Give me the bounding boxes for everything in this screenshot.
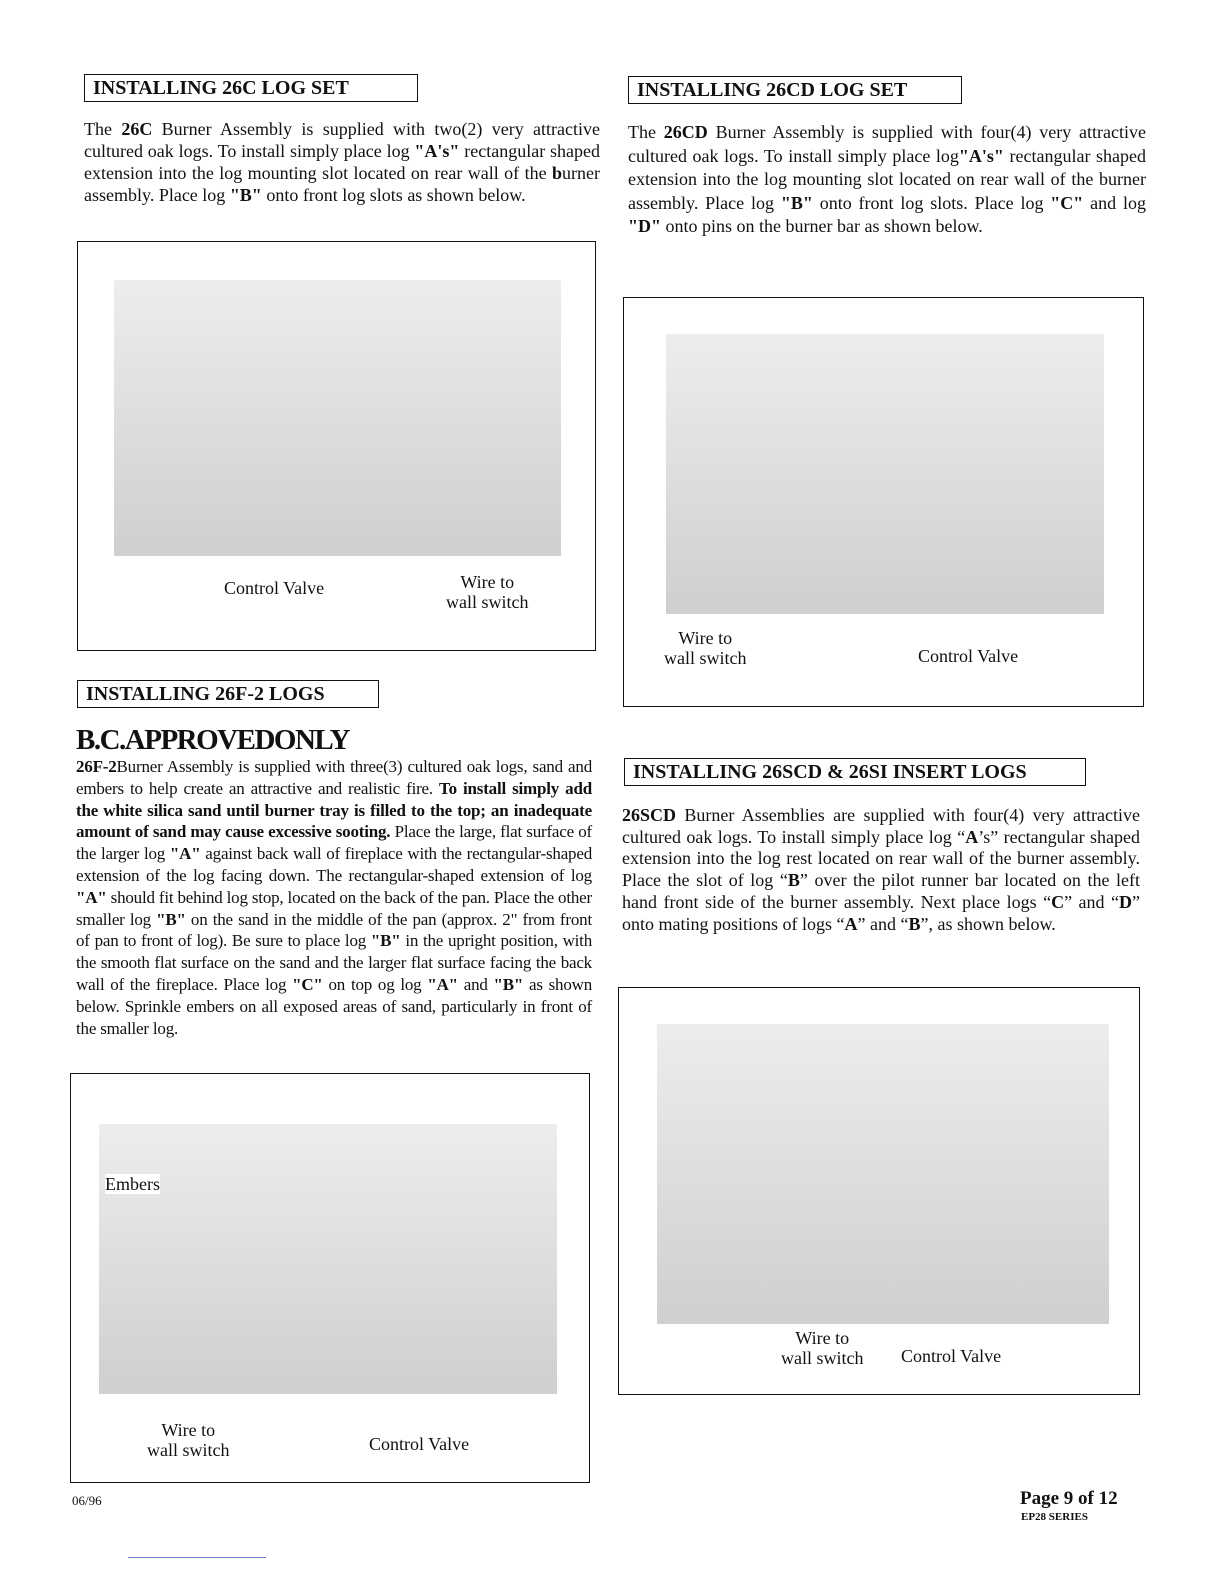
- label-wire-to-wall-switch: Wire to wall switch: [147, 1420, 230, 1460]
- label-control-valve: Control Valve: [369, 1434, 470, 1454]
- figure-26c: [77, 241, 596, 651]
- footer-series: EP28 SERIES: [1021, 1511, 1088, 1523]
- label-embers: Embers: [105, 1174, 160, 1194]
- figure-26scd: [618, 987, 1140, 1395]
- figure-26c-photo-area: [114, 280, 561, 556]
- figure-26cd: [623, 297, 1144, 707]
- footer-date: 06/96: [72, 1493, 102, 1508]
- label-control-valve: Control Valve: [224, 578, 325, 598]
- figure-26f2-photo-area: [99, 1124, 557, 1394]
- paragraph-26c: The 26C Burner Assembly is supplied with two(2) very attractive cultured oak logs. To install simply place log "A's" rectangular shaped extension into the log mounting slot located on rear wall of the burner assembly. Place log "B" onto front log slots as shown below.: [84, 119, 600, 205]
- figure-26scd-photo-area: [657, 1024, 1109, 1324]
- paragraph-26f2: 26F-2Burner Assembly is supplied with three(3) cultured oak logs, sand and embers to help create an attractive and realistic fire. To install simply add the white silica sand until burner tray is filled to the top; an inadequate amount of sand may cause excessive sooting. Place the large, flat surface of the larger log "A" against back wall of fireplace with the rectangular-shaped extension of the log facing down. The rectangular-shaped extension of log "A" should fit behind log stop, located on the back of the pan. Place the other smaller log "B" on the sand in the middle of the pan (approx. 2" from front of pan to front of log). Be sure to place log "B" in the upright position, with the smooth flat surface on the sand and the larger flat surface facing the back wall of the fireplace. Place log "C" on top og log "A" and "B" as shown below. Sprinkle embers on all exposed areas of sand, particularly in front of the smaller log.: [76, 757, 592, 1038]
- figure-26cd-photo-area: [666, 334, 1104, 614]
- heading-26f2: INSTALLING 26F-2 LOGS: [77, 680, 379, 708]
- label-control-valve: Control Valve: [918, 646, 1019, 666]
- label-control-valve: Control Valve: [901, 1346, 1002, 1366]
- label-wire-to-wall-switch: Wire to wall switch: [664, 628, 747, 668]
- heading-26cd: INSTALLING 26CD LOG SET: [628, 76, 962, 104]
- paragraph-26scd: 26SCD Burner Assemblies are supplied with four(4) very attractive cultured oak logs. To install simply place log “A’s” rectangular shaped extension into the log rest located on rear wall of the burner assembly. Place the slot of log “B” over the pilot runner bar located on the left hand front side of the burner assembly. Next place logs “C” and “D” onto mating positions of logs “A” and “B”, as shown below.: [622, 805, 1140, 934]
- bottom-rule: [128, 1557, 266, 1558]
- label-wire-to-wall-switch: Wire to wall switch: [446, 572, 529, 612]
- heading-26c: INSTALLING 26C LOG SET: [84, 74, 418, 102]
- heading-26scd: INSTALLING 26SCD & 26SI INSERT LOGS: [624, 758, 1086, 786]
- figure-26f2: [70, 1073, 590, 1483]
- paragraph-26cd: The 26CD Burner Assembly is supplied with four(4) very attractive cultured oak logs. To install simply place log"A's" rectangular shaped extension into the log mounting slot located on rear wall of the burner assembly. Place log "B" onto front log slots. Place log "C" and log "D" onto pins on the burner bar as shown below.: [628, 122, 1146, 236]
- label-wire-to-wall-switch: Wire to wall switch: [781, 1328, 864, 1368]
- footer-page-number: Page 9 of 12: [1020, 1488, 1118, 1509]
- approval-title: B.C.APPROVEDONLY: [76, 724, 350, 756]
